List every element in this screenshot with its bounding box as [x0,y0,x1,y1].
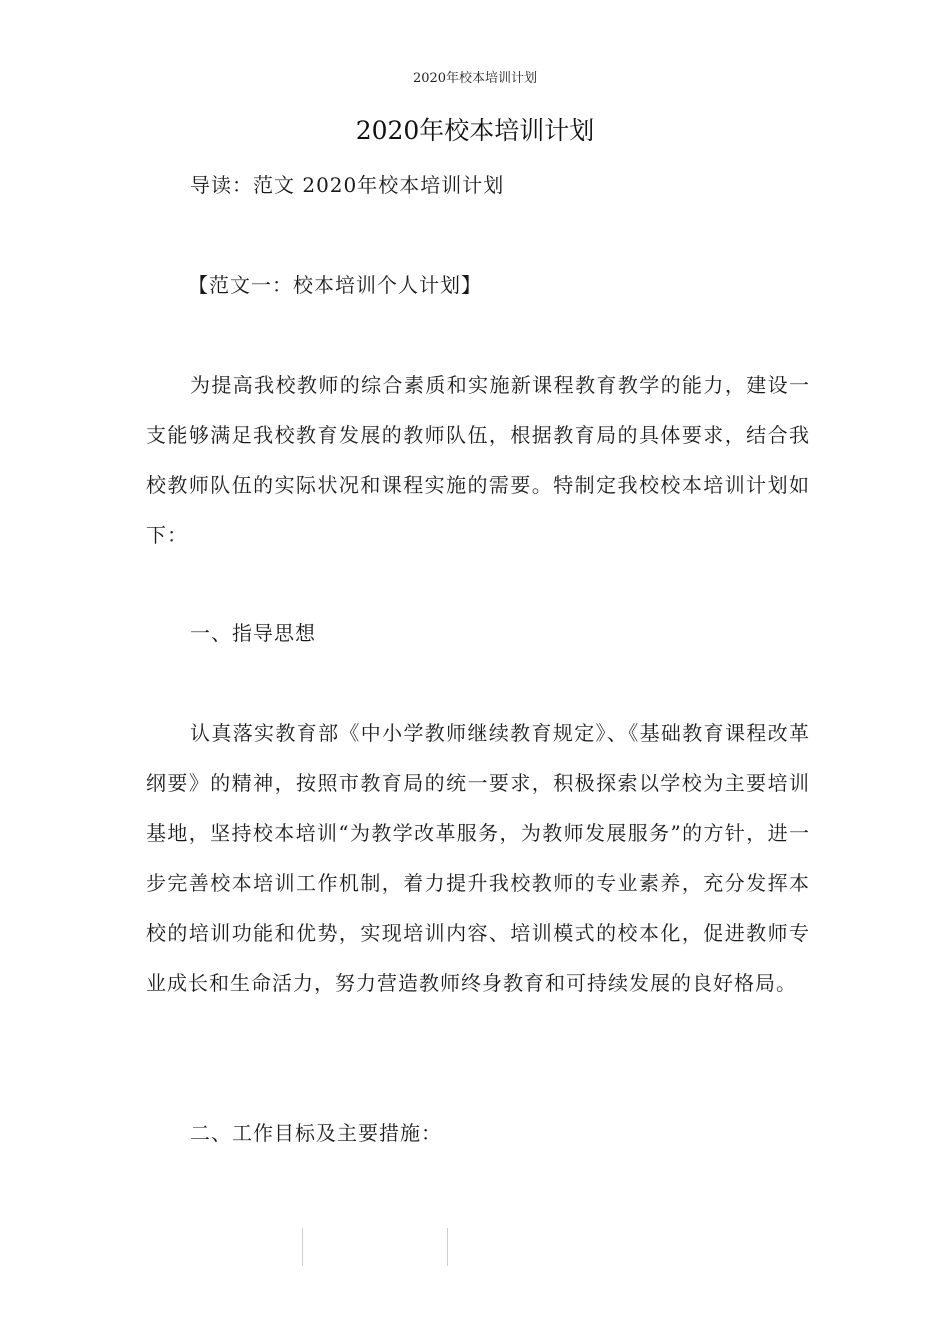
footer-divider-left [302,1228,303,1266]
running-header: 2020年校本培训计划 [412,71,538,86]
paragraph-guiding-ideology: 认真落实教育部《中小学教师继续教育规定》、《基础教育课程改革纲要》的精神，按照市教育局的统一要求，积极探索以学校为主要培训基地，坚持校本培训“为教学改革服务，为教师发展服务”的方针，进一步完善校本培训工作机制，着力提升我校教师的专业素养，充分发挥本校的培训功能和优势，实现培训内容、培训模式的校本化，促进教师专业成长和生命活力，努力营造教师终身教育和可持续发展的良好格局。 [146,721,810,995]
intro-line: 导读：范文 2020年校本培训计划 [190,173,505,197]
document-title: 2020年校本培训计划 [355,116,595,145]
heading-guiding-ideology: 一、指导思想 [190,621,316,645]
section-heading: 【范文一：校本培训个人计划】 [188,273,482,297]
paragraph-purpose: 为提高我校教师的综合素质和实施新课程教育教学的能力，建设一支能够满足我校教育发展的教师队伍，根据教育局的具体要求，结合我校教师队伍的实际状况和课程实施的需要。特制定我校校本培训计划如下： [146,373,810,547]
footer-divider-right [447,1228,448,1266]
heading-work-goals: 二、工作目标及主要措施： [190,1121,442,1145]
